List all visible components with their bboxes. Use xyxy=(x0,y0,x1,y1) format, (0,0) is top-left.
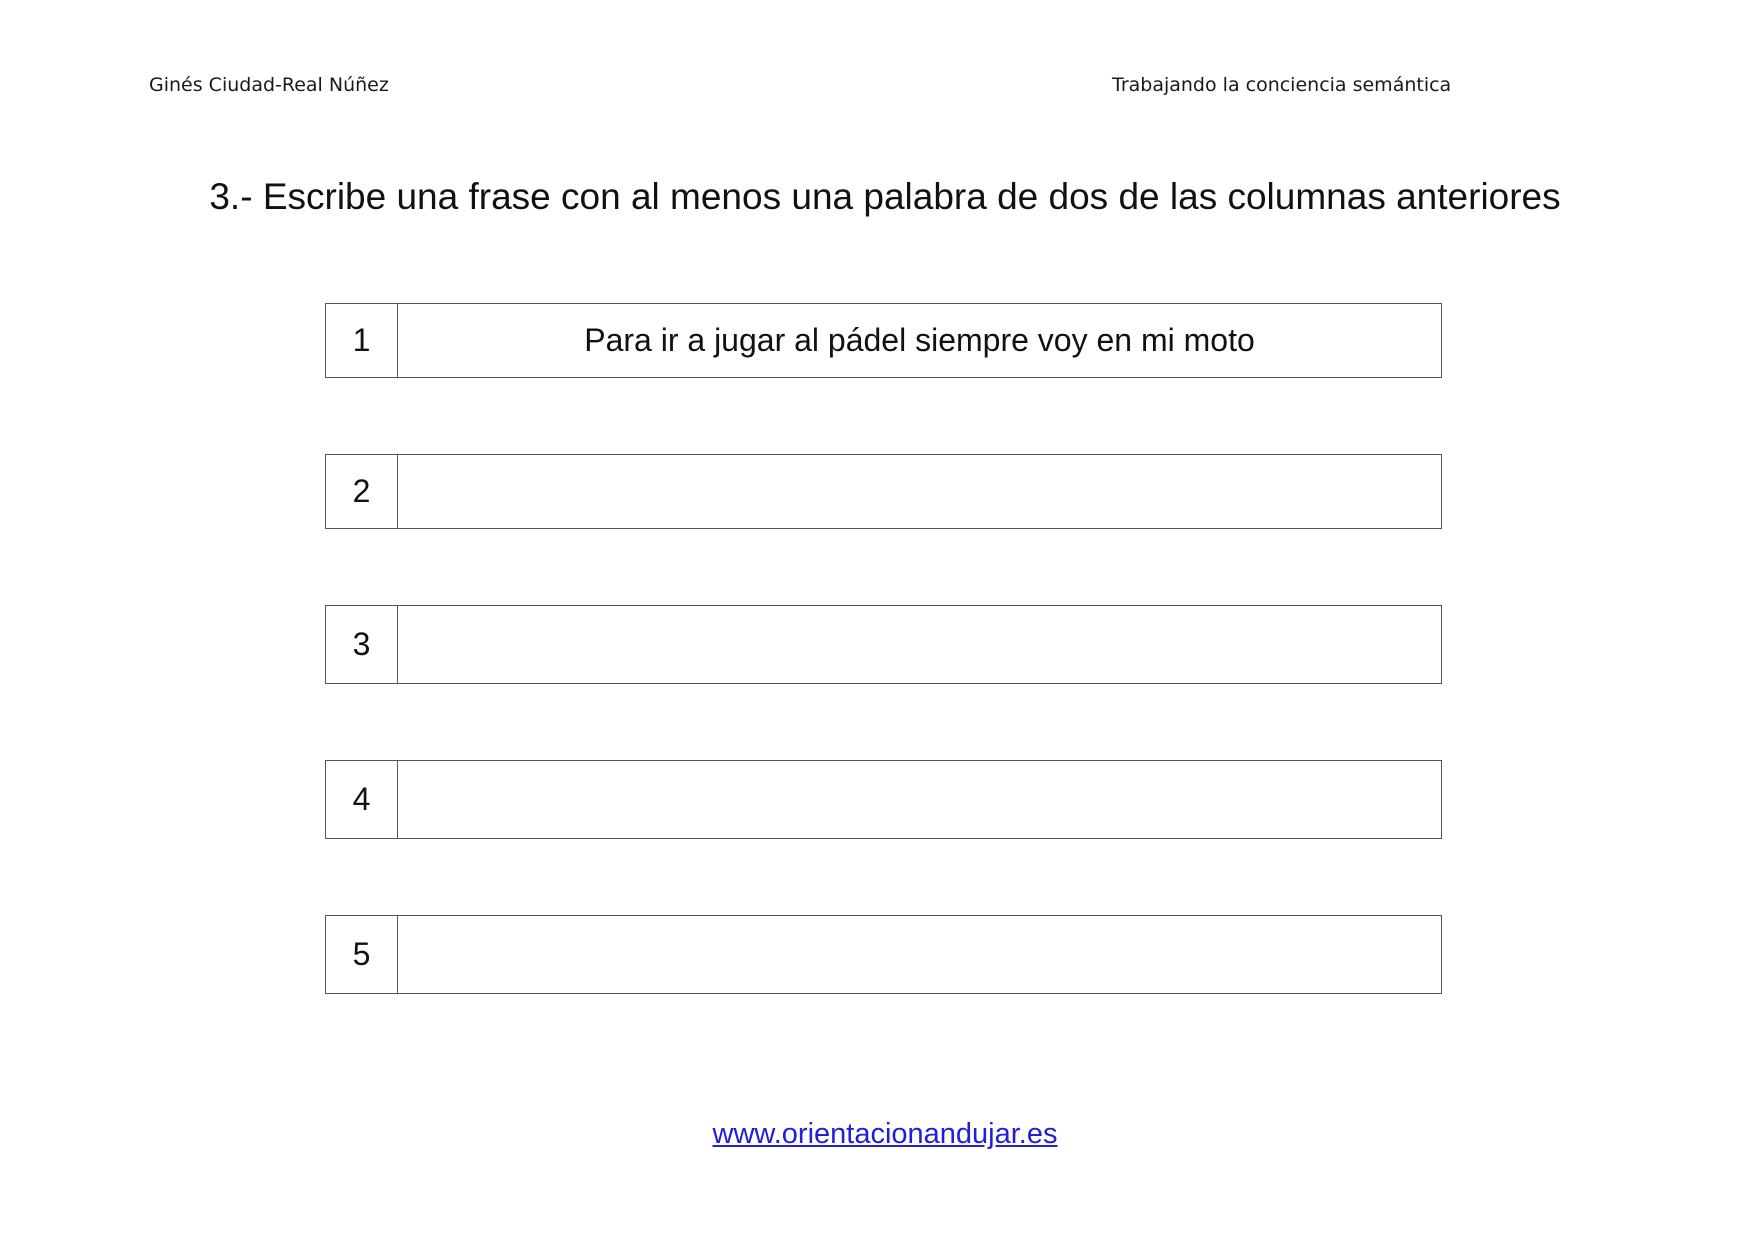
header-author: Ginés Ciudad-Real Núñez xyxy=(149,74,389,96)
header-subject: Trabajando la conciencia semántica xyxy=(1112,74,1452,96)
answer-field[interactable] xyxy=(398,916,1441,993)
answer-field[interactable] xyxy=(398,761,1441,838)
website-link[interactable]: www.orientacionandujar.es xyxy=(712,1118,1058,1150)
answer-row-1 xyxy=(325,303,1442,378)
footer xyxy=(0,1118,1754,1151)
answer-row-2 xyxy=(325,454,1442,529)
row-number: 1 xyxy=(326,304,398,377)
row-number: 2 xyxy=(326,455,398,528)
row-number: 4 xyxy=(326,761,398,838)
row-number: 5 xyxy=(326,916,398,993)
answer-row-5 xyxy=(325,915,1442,994)
exercise-title: 3.- Escribe una frase con al menos una palabra de dos de las columnas anteriores xyxy=(209,176,1561,217)
answer-row-3 xyxy=(325,605,1442,684)
answer-field[interactable] xyxy=(398,606,1441,683)
row-number: 3 xyxy=(326,606,398,683)
answer-field[interactable]: Para ir a jugar al pádel siempre voy en mi moto xyxy=(584,322,1255,358)
answer-field[interactable] xyxy=(398,455,1441,528)
answer-row-4 xyxy=(325,760,1442,839)
